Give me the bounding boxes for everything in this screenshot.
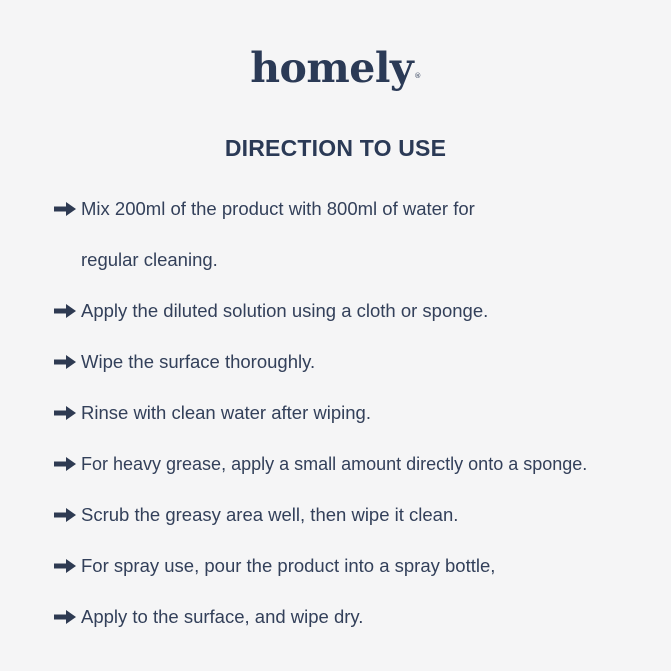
list-item-text: regular cleaning. bbox=[81, 249, 218, 270]
arrow-right-icon bbox=[54, 202, 76, 216]
arrow-right-icon bbox=[54, 457, 76, 471]
brand-name: homely bbox=[250, 44, 414, 92]
list-item-text: Scrub the greasy area well, then wipe it clean. bbox=[81, 504, 459, 525]
arrow-right-icon bbox=[54, 406, 76, 420]
list-item-text: For heavy grease, apply a small amount directly onto a sponge. bbox=[81, 454, 588, 474]
list-item-text: Mix 200ml of the product with 800ml of water for bbox=[81, 198, 475, 219]
page-title: DIRECTION TO USE bbox=[224, 135, 447, 161]
arrow-right-icon bbox=[54, 508, 76, 522]
brand-logo bbox=[0, 38, 671, 98]
registered-mark: ® bbox=[414, 72, 421, 80]
arrow-right-icon bbox=[54, 355, 76, 369]
list-item-text: Apply to the surface, and wipe dry. bbox=[81, 606, 364, 627]
arrow-right-icon bbox=[54, 304, 76, 318]
list-item-text: Apply the diluted solution using a cloth or sponge. bbox=[81, 300, 489, 321]
list-item-text: Rinse with clean water after wiping. bbox=[81, 402, 371, 423]
arrow-right-icon bbox=[54, 610, 76, 624]
arrow-right-icon bbox=[54, 559, 76, 573]
list-item-text: Wipe the surface thoroughly. bbox=[81, 351, 316, 372]
list-item-text: For spray use, pour the product into a spray bottle, bbox=[81, 555, 496, 576]
